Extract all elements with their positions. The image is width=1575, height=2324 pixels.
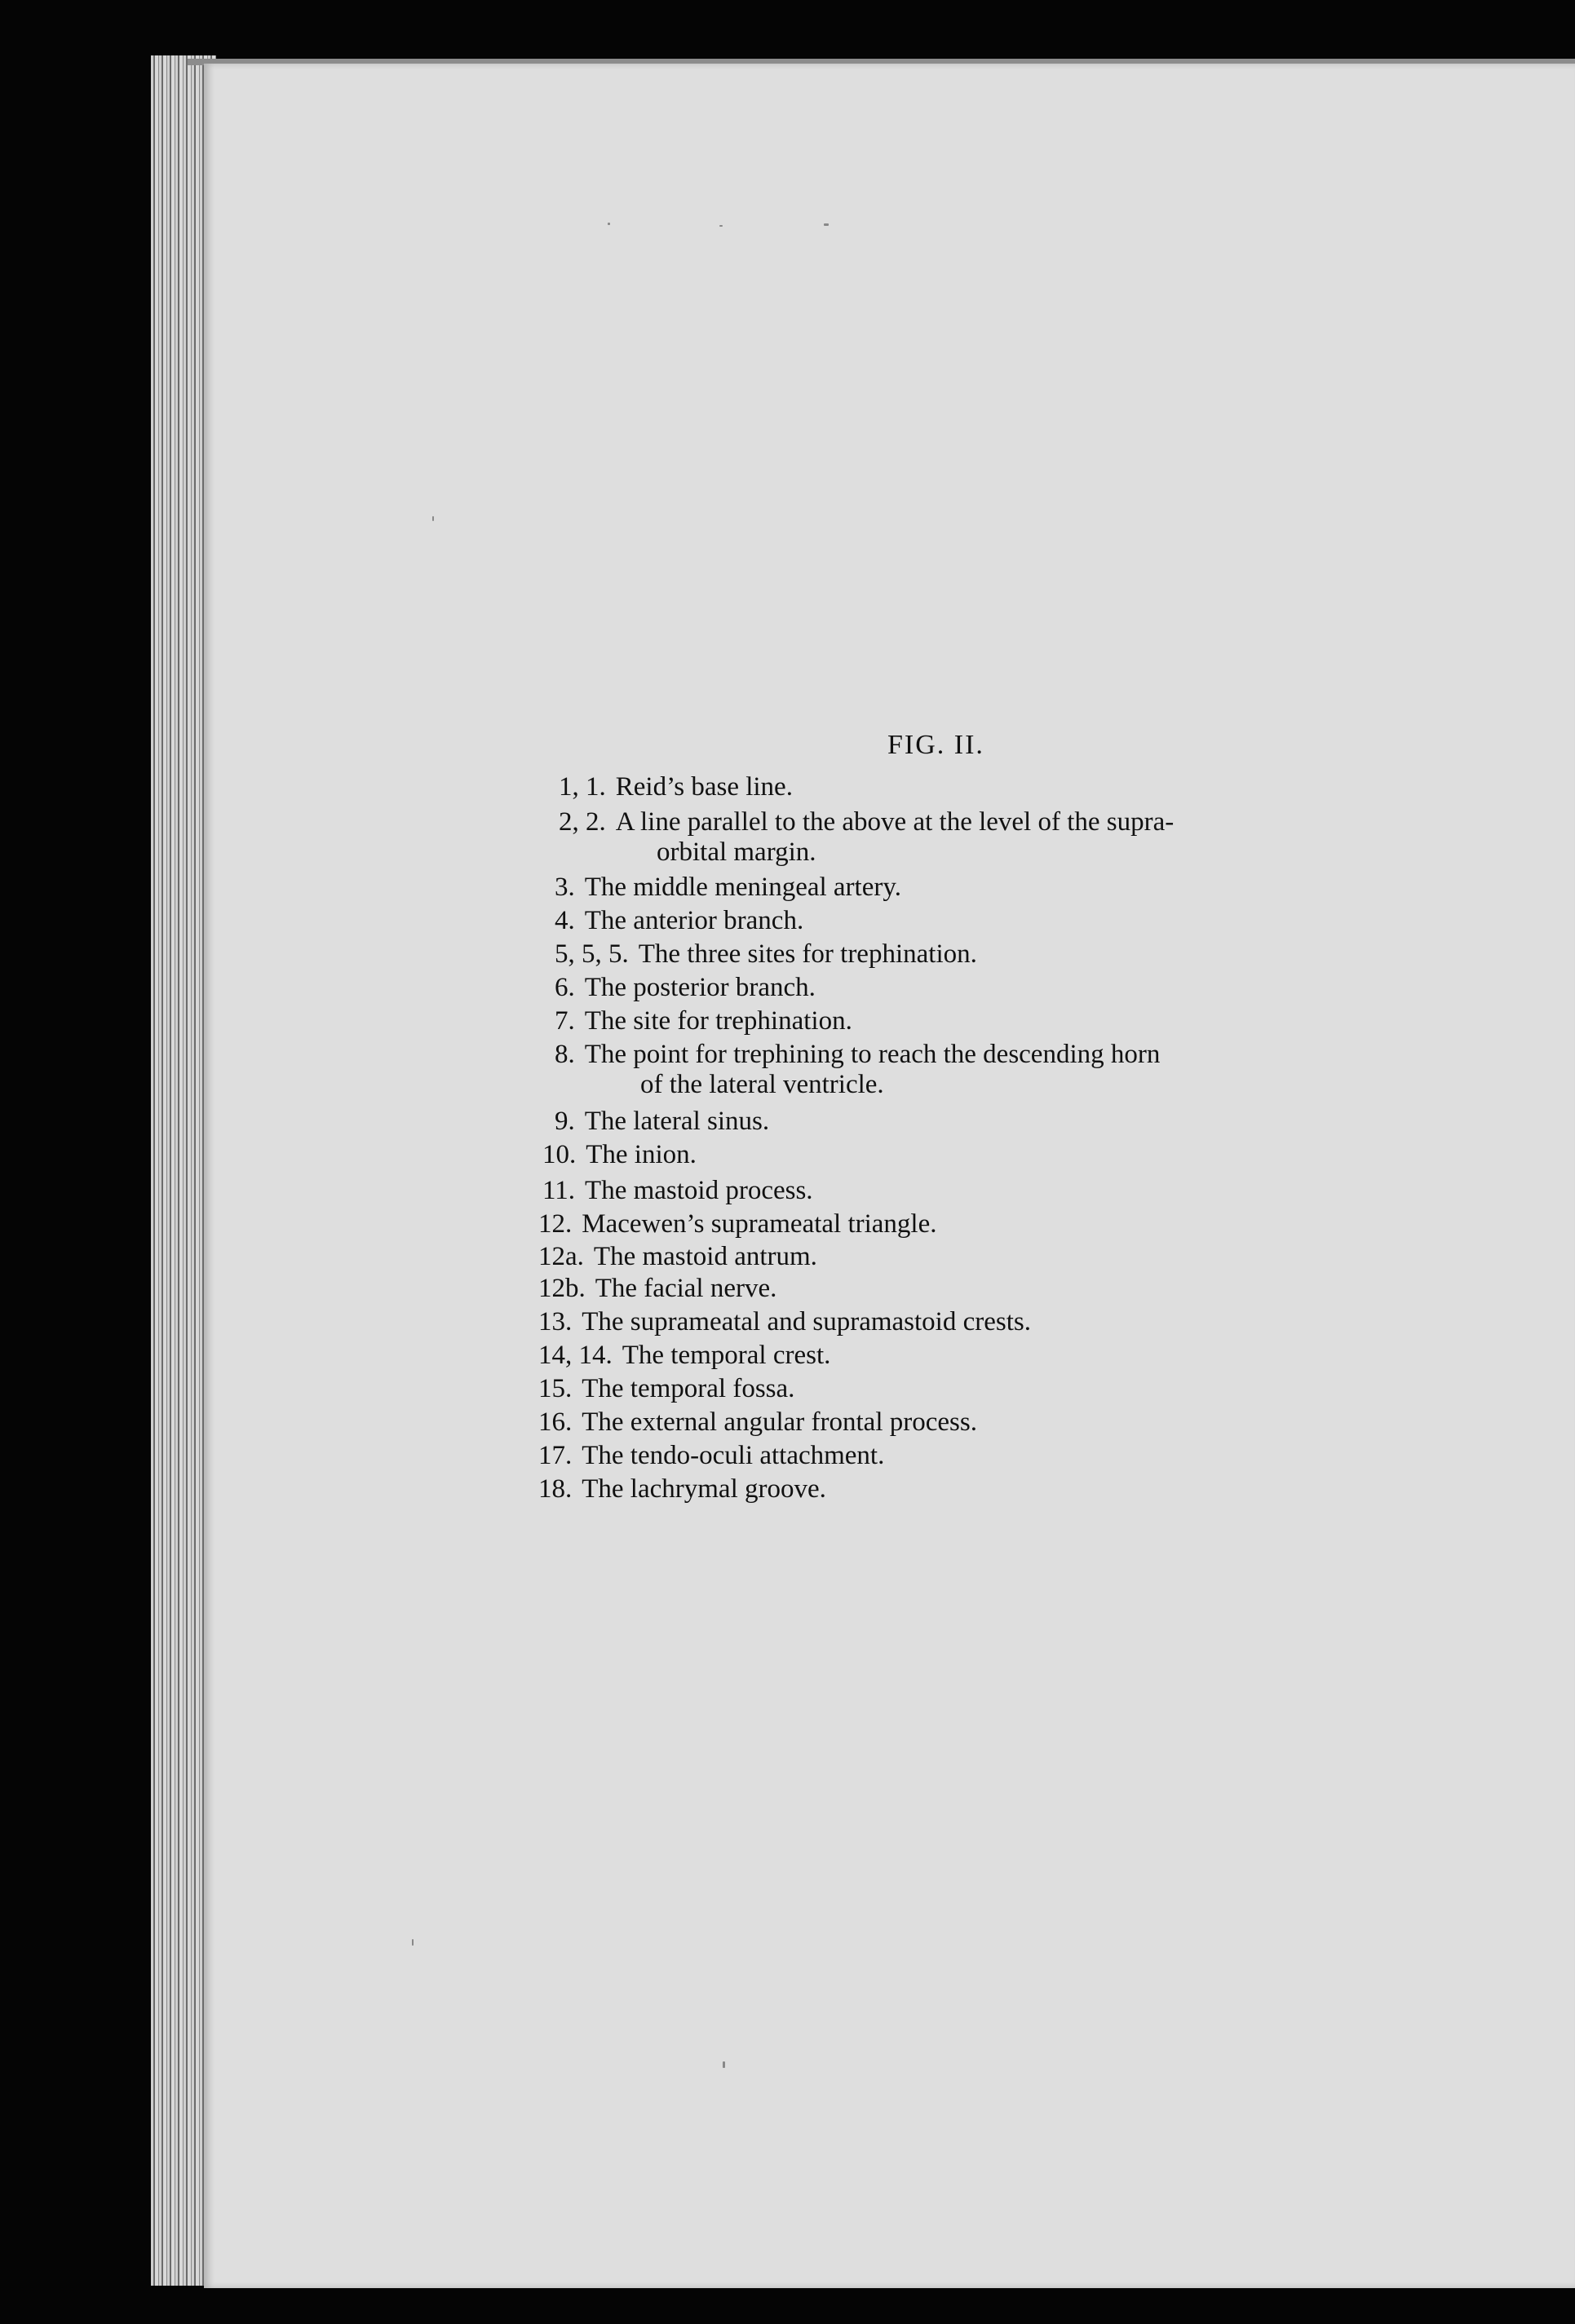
legend-entry — [559, 771, 1472, 804]
entry-number: 11. — [542, 1176, 576, 1205]
entry-text: The temporal fossa. — [582, 1374, 795, 1403]
legend-entry — [555, 1105, 1468, 1138]
entry-number: 6. — [555, 973, 575, 1002]
legend-entry — [559, 806, 1472, 839]
entry-text: The mastoid process. — [585, 1176, 813, 1205]
entry-text: The tendo-oculi attachment. — [582, 1441, 885, 1470]
entry-number: 16. — [538, 1407, 573, 1437]
speck — [824, 223, 829, 226]
entry-number: 2, 2. — [559, 807, 606, 837]
entry-text: The mastoid antrum. — [593, 1242, 817, 1271]
entry-number: 18. — [538, 1474, 573, 1504]
legend-entry — [538, 1439, 1452, 1473]
entry-text: The external angular frontal process. — [582, 1407, 977, 1437]
entry-number: 3. — [555, 873, 575, 902]
legend-entry-continuation — [555, 836, 1468, 869]
entry-number: 4. — [555, 906, 575, 935]
legend-entry — [555, 1038, 1468, 1071]
entry-text: The point for trephining to reach the descending horn — [584, 1040, 1161, 1069]
legend-entry — [538, 1406, 1452, 1439]
entry-number: 13. — [538, 1307, 573, 1337]
entry-text: The middle meningeal artery. — [584, 873, 901, 902]
legend-entry — [555, 904, 1468, 938]
entry-number: 12. — [538, 1209, 573, 1239]
legend-entry — [555, 938, 1468, 971]
legend-entry — [555, 971, 1468, 1005]
entry-text: The inion. — [586, 1140, 697, 1169]
speck — [723, 2061, 725, 2068]
figure-legend — [538, 771, 1452, 1506]
entry-text: The anterior branch. — [584, 906, 804, 935]
entry-text: The three sites for trephination. — [638, 939, 977, 969]
entry-number: 1, 1. — [559, 772, 606, 802]
legend-entry — [538, 1339, 1452, 1372]
entry-number: 12b. — [538, 1274, 586, 1303]
legend-entry — [542, 1174, 1456, 1208]
entry-text-continuation: orbital margin. — [657, 837, 816, 867]
legend-entry — [538, 1272, 1452, 1306]
speck — [412, 1939, 414, 1946]
entry-text: Macewen’s suprameatal triangle. — [582, 1209, 937, 1239]
entry-text: Reid’s base line. — [615, 772, 793, 802]
entry-number: 17. — [538, 1441, 573, 1470]
speck — [432, 516, 434, 521]
legend-entry — [555, 1005, 1468, 1038]
entry-text: The lateral sinus. — [584, 1107, 770, 1136]
entry-text: The temporal crest. — [622, 1341, 831, 1370]
legend-entry — [542, 1138, 1456, 1172]
entry-number: 8. — [555, 1040, 575, 1069]
figure-title: FIG. II. — [887, 730, 984, 760]
entry-text: The lachrymal groove. — [582, 1474, 826, 1504]
legend-entry — [538, 1240, 1452, 1274]
legend-entry — [538, 1473, 1452, 1506]
legend-entry — [538, 1306, 1452, 1339]
entry-text: The suprameatal and supramastoid crests. — [582, 1307, 1031, 1337]
entry-number: 14, 14. — [538, 1341, 613, 1370]
entry-text: The facial nerve. — [595, 1274, 777, 1303]
entry-number: 15. — [538, 1374, 573, 1403]
speck — [719, 225, 723, 227]
entry-number: 5, 5, 5. — [555, 939, 629, 969]
entry-number: 7. — [555, 1006, 575, 1036]
legend-entry-continuation — [538, 1068, 1452, 1102]
entry-text: The site for trephination. — [584, 1006, 852, 1036]
legend-entry — [538, 1208, 1452, 1241]
speck — [608, 223, 610, 225]
entry-number: 9. — [555, 1107, 575, 1136]
entry-text: The posterior branch. — [584, 973, 816, 1002]
entry-number: 12a. — [538, 1242, 584, 1271]
entry-text: A line parallel to the above at the level of the supra- — [615, 807, 1175, 837]
legend-entry — [555, 871, 1468, 904]
entry-number: 10. — [542, 1140, 577, 1169]
entry-text-continuation: of the lateral ventricle. — [640, 1070, 884, 1099]
legend-entry — [538, 1372, 1452, 1406]
